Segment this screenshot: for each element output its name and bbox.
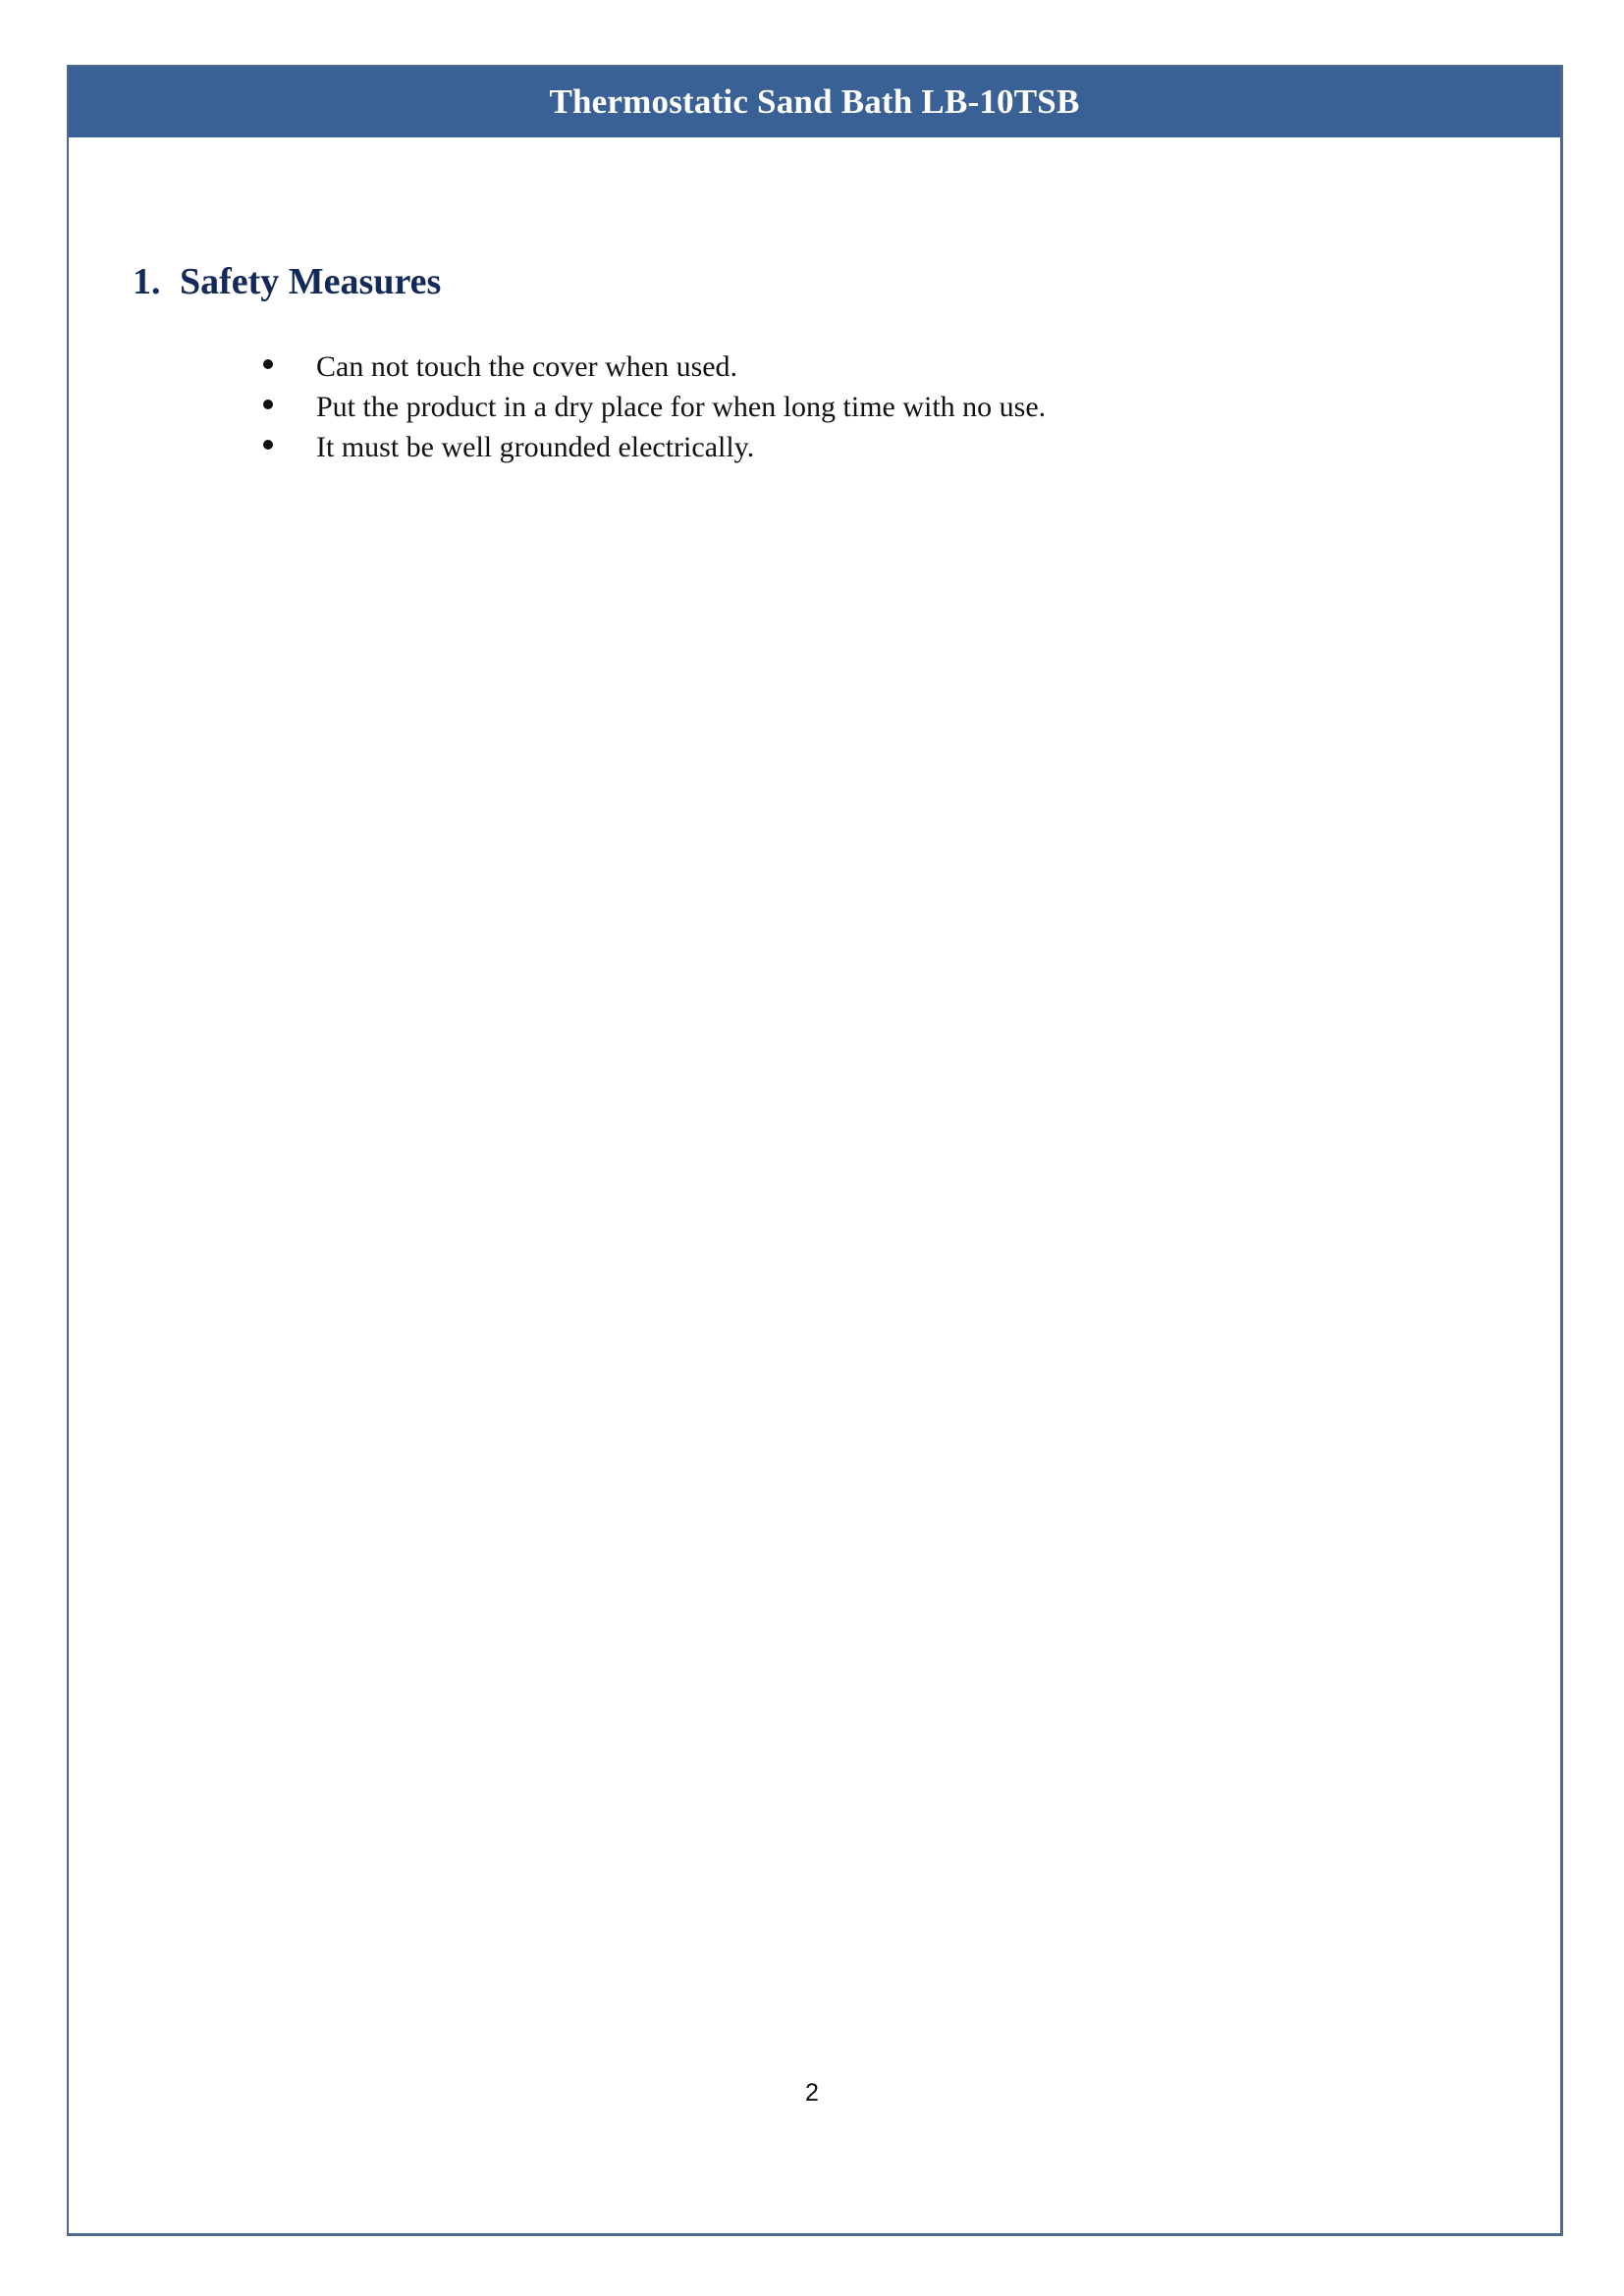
bullet-icon [263,440,273,450]
header-title: Thermostatic Sand Bath LB-10TSB [549,82,1080,121]
section-heading [133,260,1526,303]
section-title: Safety Measures [180,261,442,302]
page-number: 2 [805,2079,819,2107]
list-item-text: Put the product in a dry place for when long time with no use. [316,391,1047,423]
safety-bullet-list [133,347,1526,467]
bullet-icon [263,400,273,409]
section-number: 1. [133,261,161,302]
header-bar [69,67,1560,137]
list-item [133,427,1526,467]
safety-section [133,260,1526,467]
list-item-text: It must be well grounded electrically. [316,431,755,463]
bullet-icon [263,359,273,369]
list-item [133,387,1526,427]
list-item-text: Can not touch the cover when used. [316,350,738,383]
list-item [133,347,1526,387]
